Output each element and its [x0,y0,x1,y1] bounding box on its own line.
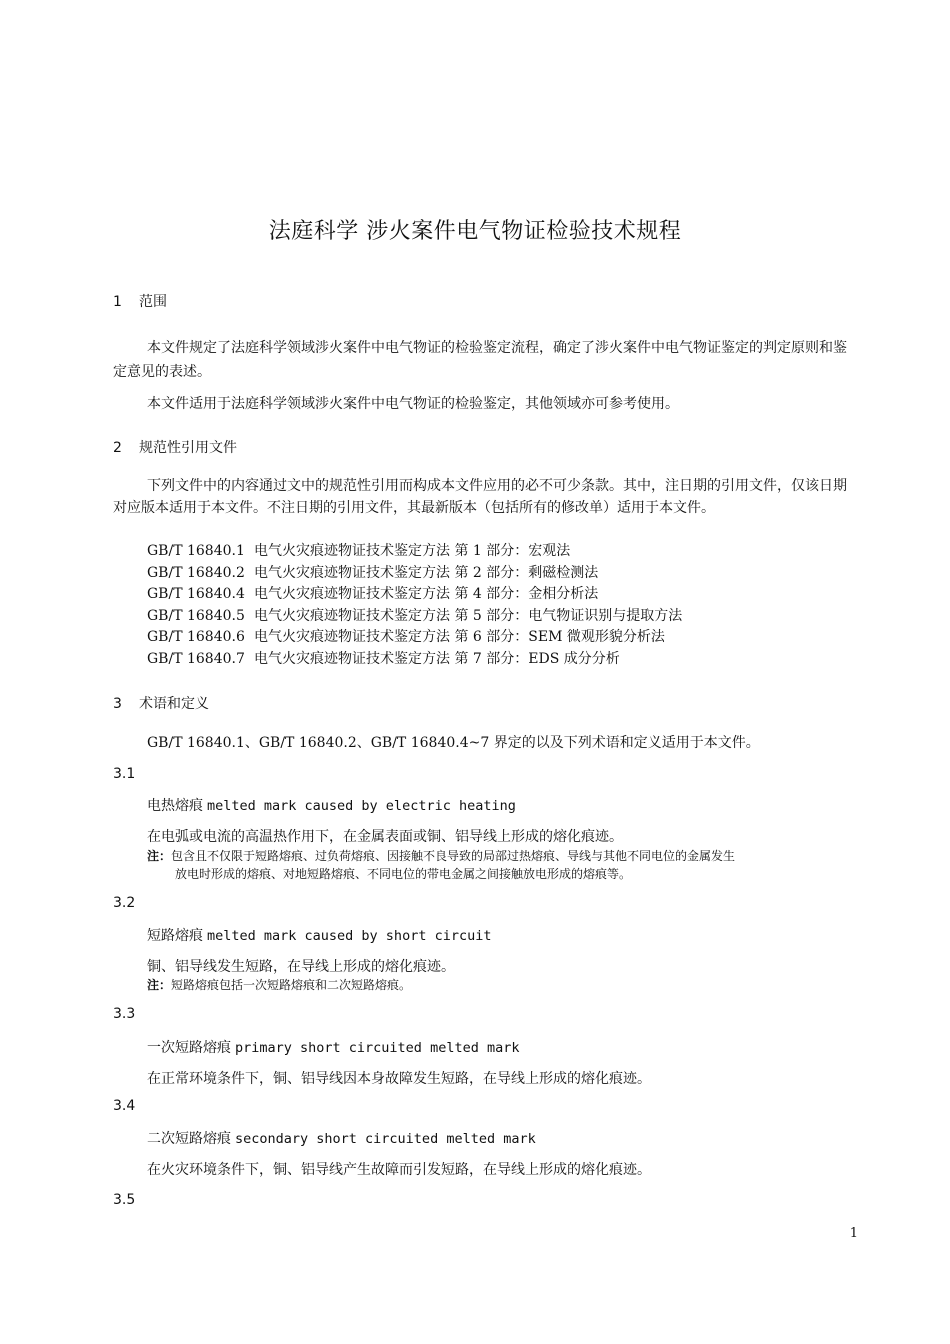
term-number: 3.3 [113,1006,136,1022]
section-1-paragraph-2: 本文件适用于法庭科学领域涉火案件中电气物证的检验鉴定，其他领域亦可参考使用。 [147,396,679,412]
term-note [147,976,859,994]
reference-item [147,606,859,628]
page-number: 1 [849,1226,858,1241]
section-title: 术语和定义 [139,696,209,712]
reference-title: 电气火灾痕迹物证技术鉴定方法 第 7 部分：EDS 成分分析 [254,650,620,667]
note-label: 注： [147,978,172,992]
term-english: melted mark caused by short circuit [207,928,492,944]
normative-reference-list [147,541,859,670]
term-number: 3.2 [113,895,136,911]
term-chinese: 一次短路熔痕 [147,1040,231,1056]
note-text: 包含且不仅限于短路熔痕、过负荷熔痕、因接触不良导致的局部过热熔痕、导线与其他不同电位的金属发生 [171,849,736,863]
section-2-heading [113,437,237,457]
reference-code: GB/T 16840.6 [147,629,245,645]
reference-item [147,563,859,585]
term-chinese: 电热熔痕 [147,798,203,814]
reference-code: GB/T 16840.2 [147,564,245,581]
term-entry [147,925,491,945]
reference-code: GB/T 16840.4 [147,586,245,602]
reference-title: 电气火灾痕迹物证技术鉴定方法 第 2 部分：剩磁检测法 [254,564,599,581]
reference-item [147,649,859,671]
section-3-paragraph: GB/T 16840.1、GB/T 16840.2、GB/T 16840.4~7 界定的以及下列术语和定义适用于本文件。 [147,735,760,751]
term-definition: 在正常环境条件下，铜、铝导线因本身故障发生短路，在导线上形成的熔化痕迹。 [147,1071,651,1087]
term-definition: 在火灾环境条件下，铜、铝导线产生故障而引发短路，在导线上形成的熔化痕迹。 [147,1162,651,1178]
note-label: 注： [147,849,172,863]
term-english: primary short circuited melted mark [235,1040,520,1056]
term-entry [147,1128,536,1148]
note-text-continued: 放电时形成的熔痕、对地短路熔痕、不同电位的带电金属之间接触放电形成的熔痕等。 [175,867,632,881]
term-definition: 在电弧或电流的高温热作用下，在金属表面或铜、铝导线上形成的熔化痕迹。 [147,829,623,845]
note-text: 短路熔痕包括一次短路熔痕和二次短路熔痕。 [171,978,412,992]
section-title: 规范性引用文件 [139,440,237,456]
reference-title: 电气火灾痕迹物证技术鉴定方法 第 6 部分：SEM 微观形貌分析法 [254,629,665,645]
term-number: 3.1 [113,766,136,782]
term-number: 3.5 [113,1192,136,1208]
section-1-paragraph-1: 本文件规定了法庭科学领域涉火案件中电气物证的检验鉴定流程，确定了涉火案件中电气物证鉴定的判定原则和鉴定意见的表述。 [113,340,847,380]
reference-item [147,627,859,649]
section-number: 1 [113,294,122,310]
reference-code: GB/T 16840.1 [147,543,245,559]
reference-item [147,541,859,563]
section-title: 范围 [139,294,167,310]
section-number: 3 [113,696,122,712]
term-number: 3.4 [113,1098,136,1114]
section-1-heading [113,291,167,311]
reference-code: GB/T 16840.7 [147,650,245,667]
term-entry [147,795,516,815]
reference-item [147,584,859,606]
reference-code: GB/T 16840.5 [147,607,245,624]
term-chinese: 短路熔痕 [147,928,203,944]
section-2-paragraph: 下列文件中的内容通过文中的规范性引用而构成本文件应用的必不可少条款。其中，注日期的引用文件，仅该日期对应版本适用于本文件。不注日期的引用文件，其最新版本（包括所有的修改单）适用于本文件。 [113,478,847,516]
document-title: 法庭科学 涉火案件电气物证检验技术规程 [268,219,682,244]
term-english: melted mark caused by electric heating [207,798,516,814]
reference-title: 电气火灾痕迹物证技术鉴定方法 第 4 部分：金相分析法 [254,586,599,602]
term-note [147,847,859,883]
section-3-heading [113,693,209,713]
reference-title: 电气火灾痕迹物证技术鉴定方法 第 1 部分：宏观法 [254,543,571,559]
term-entry [147,1037,519,1057]
reference-title: 电气火灾痕迹物证技术鉴定方法 第 5 部分：电气物证识别与提取方法 [254,607,683,624]
term-english: secondary short circuited melted mark [235,1131,536,1147]
term-definition: 铜、铝导线发生短路，在导线上形成的熔化痕迹。 [147,959,455,975]
term-chinese: 二次短路熔痕 [147,1131,231,1147]
section-number: 2 [113,440,122,456]
